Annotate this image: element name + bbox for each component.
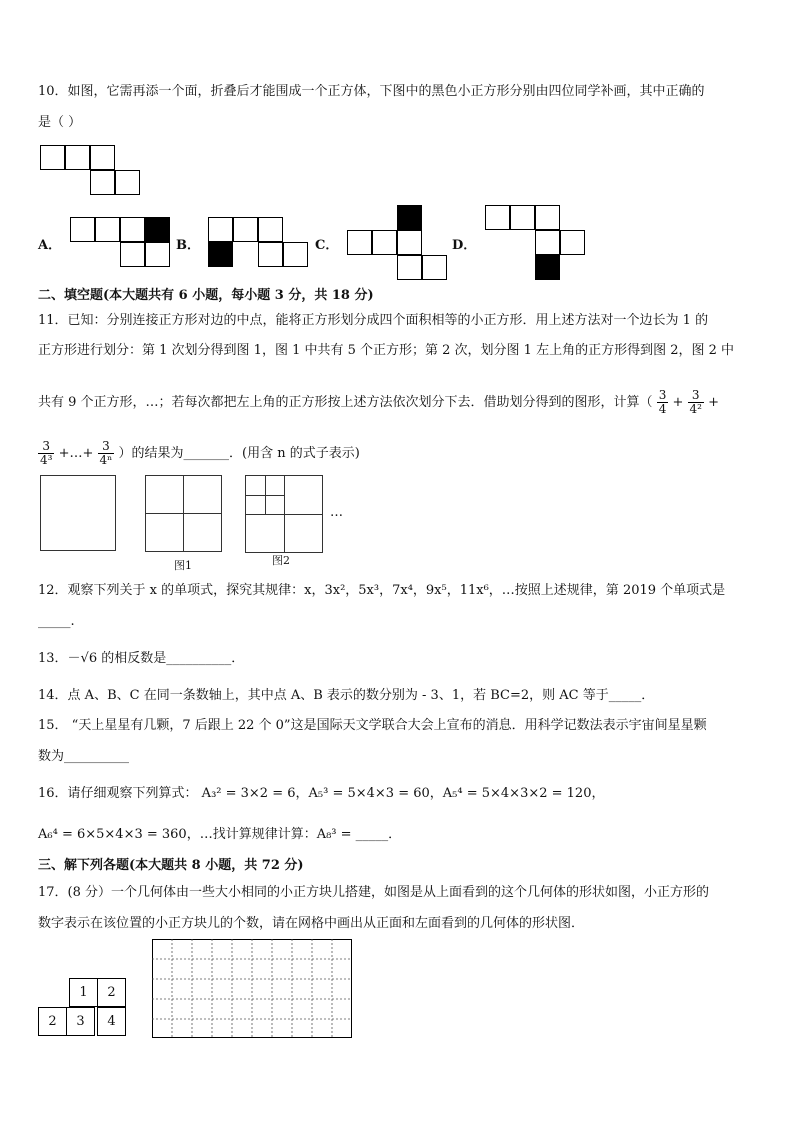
- q13-line: 13．－√6 的相反数是__________．: [38, 651, 245, 666]
- q11-line1: 11．已知：分别连接正方形对边的中点，能将正方形划分成四个面积相等的小正方形．用上述方法对一个边长为 1 的: [38, 313, 709, 328]
- q17-line2: 数字表示在该位置的小正方块儿的个数，请在网格中画出从正面和左面看到的几何体的形状图．: [38, 916, 585, 931]
- option-d-label: D．: [452, 238, 477, 253]
- fraction-3-over-4-cubed: $\frac{3}{\text{4³}}$: [40, 439, 53, 467]
- top-view-cell: 2: [97, 978, 126, 1007]
- q10-line1: 10．如图，它需再添一个面，折叠后才能围成一个正方体，下图中的黑色小正方形分别由四位同学补画，其中正确的: [38, 84, 705, 99]
- q17-line1: 17．(8 分）一个几何体由一些大小相同的小正方块儿搭建，如图是从上面看到的这个几何体的形状如图，小正方形的: [38, 885, 710, 900]
- figure-2: [245, 475, 323, 553]
- q14-line: 14．点 A、B、C 在同一条数轴上，其中点 A、B 表示的数分别为 - 3、1，若 BC=2，则 AC 等于_____．: [38, 688, 655, 703]
- q15-line1: 15． “天上星星有几颗，7 后跟上 22 个 0”这是国际天文学联合大会上宣布的消息．用科学记数法表示宇宙间星星颗: [38, 718, 707, 733]
- q12-line2: _____.: [38, 614, 75, 629]
- top-view-cell: 1: [69, 978, 98, 1007]
- option-a-label: A．: [38, 238, 62, 253]
- option-b-label: B．: [176, 238, 200, 253]
- section-2-heading: 二、填空题(本大题共有 6 小题，每小题 3 分，共 18 分): [38, 288, 374, 303]
- option-c-label: C．: [315, 238, 339, 253]
- drawing-grid: [152, 939, 352, 1039]
- top-view-cell: 4: [97, 1007, 126, 1036]
- section-3-heading: 三、解下列各题(本大题共 8 小题，共 72 分): [38, 858, 304, 873]
- ellipsis-plus: +…+: [58, 446, 94, 461]
- ellipsis: …: [330, 505, 343, 520]
- fraction-3-over-4-n: $\frac{3}{\text{4ⁿ}}$: [99, 439, 113, 467]
- q12-line1: 12．观察下列关于 x 的单项式，探究其规律：x，3x²，5x³，7x⁴，9x⁵，11x⁶，…按照上述规律，第 2019 个单项式是: [38, 583, 726, 598]
- q11-line3-text: 共有 9 个正方形，…；若每次都把左上角的正方形按上述方法依次划分下去．借助划分得到的图形，计算（: [38, 395, 653, 410]
- figure-1-caption: 图1: [174, 559, 192, 572]
- top-view-cell: 2: [38, 1007, 67, 1036]
- q11-line3: [38, 389, 719, 416]
- fraction-3-over-4: $\frac{3}{4}$: [658, 388, 667, 416]
- q11-line4-tail: ）的结果为_______．(用含 n 的式子表示): [118, 446, 360, 461]
- top-view-cell: 3: [66, 1007, 95, 1036]
- q16-line1: 16．请仔细观察下列算式： A₃² = 3×2 = 6，A₅³ = 5×4×3 = 60，A₅⁴ = 5×4×3×2 = 120，: [38, 786, 605, 801]
- plus-sign: +: [708, 395, 720, 410]
- figure-2-caption: 图2: [272, 554, 290, 567]
- fraction-3-over-4-squared: $\frac{3}{\text{4²}}$: [689, 388, 702, 416]
- q15-line2: 数为__________: [38, 749, 130, 764]
- figure-1: [145, 475, 222, 552]
- q16-line2: A₆⁴ = 6×5×4×3 = 360，…找计算规律计算：A₈³ = _____．: [38, 827, 402, 842]
- initial-square-figure: [40, 475, 116, 551]
- plus-sign: +: [672, 395, 684, 410]
- q11-line2: 正方形进行划分：第 1 次划分得到图 1，图 1 中共有 5 个正方形；第 2 次，划分图 1 左上角的正方形得到图 2，图 2 中: [38, 343, 735, 358]
- q11-line4: [38, 440, 360, 467]
- q10-line2: 是（ ）: [38, 115, 82, 130]
